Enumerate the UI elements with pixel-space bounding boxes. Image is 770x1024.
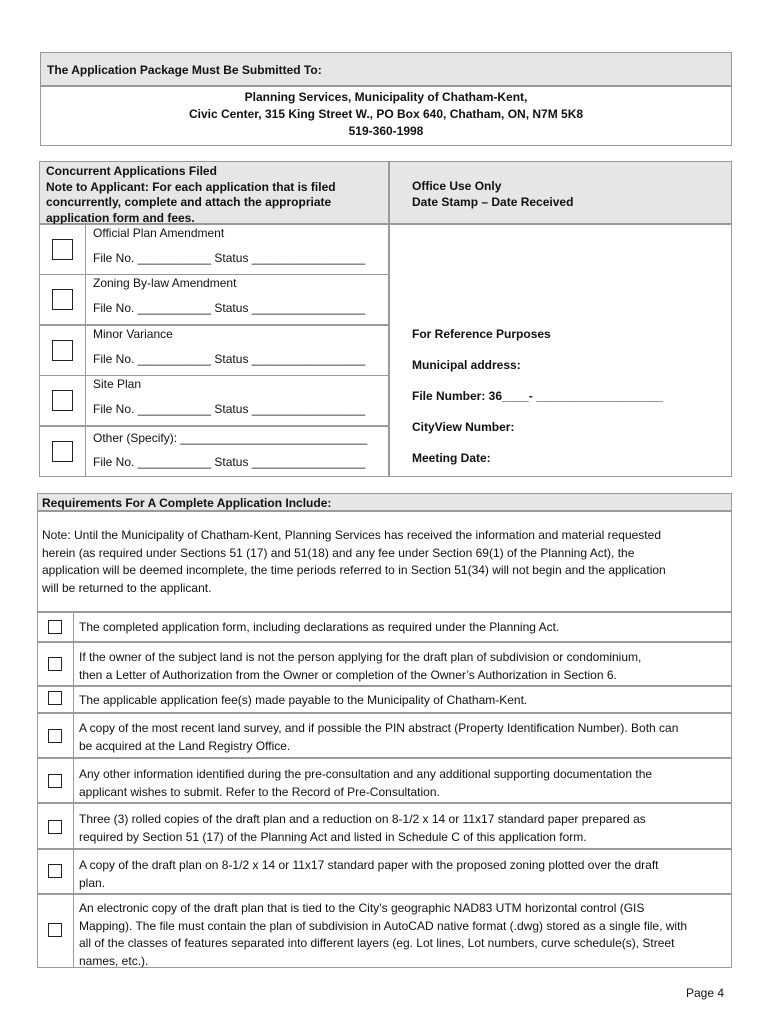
office-use-header [389,161,732,224]
checkbox-cell [38,895,74,967]
checkbox-cell [38,643,74,685]
checkbox-cell [38,804,74,848]
checkbox-cell [40,225,86,274]
requirement-checkbox[interactable] [48,620,62,634]
requirement-text [79,720,727,755]
checkbox-cell [38,759,74,802]
office-use-area [389,224,732,477]
requirements-note [37,511,732,612]
requirement-line: If the owner of the subject land is not the person applying for the draft plan of subdivision or condominium, [79,650,642,664]
checkbox-cell [38,714,74,757]
file-status-field[interactable]: File No. ___________ Status _________________ [93,402,366,416]
requirement-checkbox[interactable] [48,923,62,937]
requirement-line: be acquired at the Land Registry Office. [79,738,291,753]
requirement-line: The completed application form, including declarations as required under the Planning Act. [79,620,560,634]
requirements-header-text: Requirements For A Complete Application Include: [42,496,332,510]
submission-header [40,52,732,86]
application-row-other [39,426,389,477]
concurrent-title: Concurrent Applications Filed [46,164,217,178]
cityview-number-label: CityView Number: [412,420,515,434]
application-row-zoning [39,274,389,325]
requirement-checkbox[interactable] [48,820,62,834]
concurrent-note-3: application form and fees. [46,210,195,225]
file-status-field[interactable]: File No. ___________ Status _________________ [93,301,366,315]
checkbox-cell [40,427,86,476]
application-label: Site Plan [93,377,142,391]
submission-header-text: The Application Package Must Be Submitted To: [47,63,322,77]
checkbox-cell [40,376,86,425]
site-plan-checkbox[interactable] [52,390,73,411]
requirement-line: The applicable application fee(s) made payable to the Municipality of Chatham-Kent. [79,693,528,707]
other-checkbox[interactable] [52,441,73,462]
requirement-checkbox[interactable] [48,729,62,743]
application-label: Zoning By-law Amendment [93,276,237,290]
requirement-line: plan. [79,875,106,890]
requirement-checkbox[interactable] [48,657,62,671]
checkbox-cell [38,687,74,712]
checkbox-cell [38,850,74,893]
file-status-field[interactable]: File No. ___________ Status _________________ [93,455,366,469]
official-plan-checkbox[interactable] [52,239,73,260]
note-line: application will be deemed incomplete, the time periods referred to in Section 51(34) will not begin and the application [42,563,666,577]
requirement-line: A copy of the most recent land survey, and if possible the PIN abstract (Property Identification Number). Both can [79,721,679,735]
requirement-row [37,894,732,968]
zoning-checkbox[interactable] [52,289,73,310]
requirement-text [79,649,727,684]
application-row-minor-variance [39,325,389,376]
requirement-line: required by Section 51 (17) of the Planning Act and listed in Schedule C of this application form. [79,829,587,844]
requirement-line: An electronic copy of the draft plan that is tied to the City’s geographic NAD83 UTM horizontal control (GIS [79,901,645,915]
note-line: will be returned to the applicant. [42,580,212,595]
requirement-line: all of the classes of features separated into different layers (eg. Lot lines, Lot numbers, curve schedule(s), Street [79,936,675,950]
submission-line-2: Civic Center, 315 King Street W., PO Box 640, Chatham, ON, N7M 5K8 [188,107,584,121]
requirement-row [37,713,732,758]
application-row-site-plan [39,375,389,426]
requirement-text [79,619,727,637]
requirement-line: Three (3) rolled copies of the draft plan and a reduction on 8-1/2 x 14 or 11x17 standard paper prepared as [79,812,646,826]
requirement-line: then a Letter of Authorization from the Owner or completion of the Owner’s Authorization in Section 6. [79,667,617,682]
requirement-checkbox[interactable] [48,774,62,788]
note-line: herein (as required under Sections 51 (17) and 51(18) and any fee under Section 69(1) of the Planning Act), the [42,545,635,560]
submission-phone: 519-360-1998 [348,124,424,138]
file-status-field[interactable]: File No. ___________ Status _________________ [93,352,366,366]
page-number: Page 4 [686,986,725,1000]
concurrent-note-2: concurrently, complete and attach the appropriate [46,195,332,209]
requirement-text [79,857,727,892]
requirement-line: Mapping). The file must contain the plan of subdivision in AutoCAD native format (.dwg) stored as a single file, with [79,918,688,933]
date-stamp-label: Date Stamp – Date Received [412,194,574,209]
concurrent-note-1: Note to Applicant: For each application that is filed [46,179,336,194]
file-status-field[interactable]: File No. ___________ Status _________________ [93,251,366,265]
file-number-field[interactable]: File Number: 36____- ___________________ [412,389,663,403]
meeting-date-label: Meeting Date: [412,451,491,465]
requirement-row [37,849,732,894]
checkbox-cell [40,275,86,324]
requirement-text [79,766,727,801]
requirement-text [79,692,727,710]
requirement-row [37,803,732,849]
application-label: Minor Variance [93,327,173,341]
office-use-label: Office Use Only [412,179,502,193]
submission-line-1: Planning Services, Municipality of Chatham-Kent, [244,90,528,104]
requirement-text [79,900,727,970]
reference-purposes-label: For Reference Purposes [412,327,551,341]
submission-address-block [40,86,732,146]
requirements-header [37,493,732,511]
requirement-row [37,642,732,686]
requirement-line: A copy of the draft plan on 8-1/2 x 14 or 11x17 standard paper with the proposed zoning plotted over the draft [79,858,659,872]
requirement-row [37,758,732,803]
checkbox-cell [38,613,74,641]
note-line: Note: Until the Municipality of Chatham-Kent, Planning Services has received the information and material requested [42,528,661,542]
requirement-line: applicant wishes to submit. Refer to the Record of Pre-Consultation. [79,784,440,799]
requirement-line: names, etc.). [79,953,149,968]
requirement-row [37,686,732,713]
application-label: Official Plan Amendment [93,226,225,240]
municipal-address-label: Municipal address: [412,358,521,372]
requirement-checkbox[interactable] [48,864,62,878]
requirement-row [37,612,732,642]
requirement-checkbox[interactable] [48,691,62,705]
checkbox-cell [40,326,86,375]
requirement-text [79,811,727,846]
other-specify-field[interactable]: Other (Specify): ____________________________ [93,431,368,445]
requirement-line: Any other information identified during the pre-consultation and any additional supporting documentation the [79,767,653,781]
application-row-official-plan [39,224,389,275]
minor-variance-checkbox[interactable] [52,340,73,361]
concurrent-applications-header [39,161,389,224]
